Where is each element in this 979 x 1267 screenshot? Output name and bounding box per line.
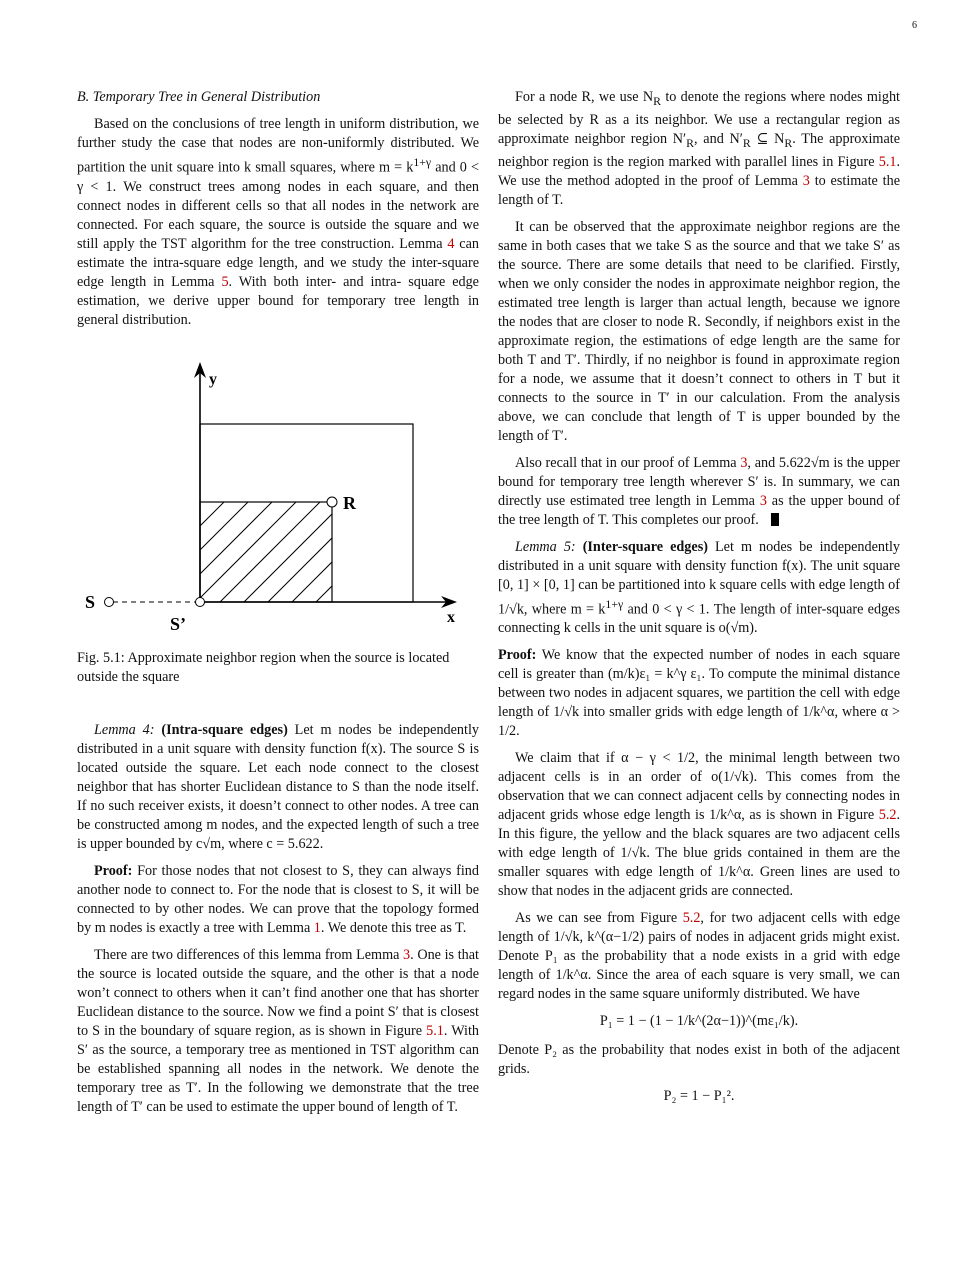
node-R: [327, 497, 337, 507]
neighbor-region-diagram: [77, 360, 479, 635]
observation-paragraph: It can be observed that the approximate neighbor regions are the same in both cases that we take S as the source and that we take S′ as the source. There are some details that need to be clarified. Firstly, when we only consider the nodes in approximate neighbor region, the estimated tree length is larger than actual length, because we ignore the nodes that are closer to node R. Secondly, if neighbors exist in the approximate region, the estimations of edge length are the same for both T and T′. Thirdly, if no neighbor is found in approximate region for a node, we assume that it doesn’t connect to others in T but it connects to the source in T′ in our calculation. From the analysis above, we can conclude that length of T is upper bounded by the length of T′.: [498, 218, 900, 444]
x-label: x: [447, 608, 455, 626]
lemma-5: Lemma 5: (Inter-square edges) Let m nodes be independently distributed in a unit square with density function f(x). The unit square [0, 1] × [0, 1] can be partitioned into k square cells with edge length of 1/√k, where $m = k^{1+\gamma}$ and 0 < γ < 1. The length of inter-square edges connecting k cells in the unit square is o(√m).: [498, 538, 900, 637]
qed-icon: [771, 513, 779, 526]
ref-lemma-5[interactable]: 5: [221, 273, 229, 290]
figure-5-1: [77, 360, 479, 635]
page-number: 6: [912, 20, 917, 31]
unit-square: [200, 424, 413, 602]
differences-paragraph: There are two differences of this lemma from Lemma 3. One is that the source is located outside the square, and the other is that a node won’t connect to others when it can’t find another one that has shorter Euclidean distance to the source. Now we find a point S′ that is closest to S in the boundary of square region, as is shown in Figure 5.1. With S′ as the source, a temporary tree as mentioned in TST algorithm can be established spanning all nodes in the network. We denote the temporary tree as T′. In the following we demonstrate that the tree length of T′ can be used to estimate the upper bound of length of T.: [77, 946, 480, 1115]
probability-paragraph: As we can see from Figure 5.2, for two adjacent cells with edge length of 1/√k, k^(α−1/2) pairs of nodes in adjacent grids might exist. Denote P₁ as the probability that a node exists in a grid with edge length of 1/k^α. Since the area of each square is very small, we can regard nodes in the same square uniformly distributed. We have: [498, 910, 901, 1003]
S-label: S: [85, 591, 96, 612]
approx-neighbor-region: [200, 502, 332, 602]
neighbor-region-paragraph: For a node R, we use $N_R$ to denote the regions where nodes might be selected by R as a its neighbor. We use a rectangular region as approximate neighbor region $N'_R$, and $N'_R$ ⊆ $N_R$. The approximate neighbor region is the region marked with parallel lines in Figure 5.1. We use the method adopted in the proof of Lemma 3 to estimate the length of T.: [498, 89, 901, 208]
ref-figure-5-1[interactable]: 5.1: [878, 153, 897, 170]
Sp-label: S’: [170, 613, 187, 634]
proof-lemma-4: Proof: For those nodes that not closest to S, they can always find another node to connect to. For the node that is closest to S, it will be connected to by other nodes. We can prove that the topology formed by m nodes is exactly a tree with Lemma 1. We denote this tree as T.: [77, 862, 479, 936]
right-column: [498, 88, 900, 1116]
proof-lemma-5: Proof: We know that the expected number of nodes in each square cell is greater than (m/k)ε₁ = k^γ ε₁. To compute the minimal distance between two nodes in adjacent squares, we partition the cell with edge length of 1/√k into smaller grids with edge length of 1/k^α, where α > 1/2.: [498, 647, 900, 740]
ref-lemma-3[interactable]: 3: [740, 454, 748, 471]
ref-figure-5-1[interactable]: 5.1: [426, 1022, 444, 1039]
y-label: y: [209, 370, 217, 388]
ref-figure-5-2[interactable]: 5.2: [878, 807, 897, 824]
intro-paragraph: Based on the conclusions of tree length in uniform distribution, we further study the case that nodes are non-uniformly distributed. We partition the unit square into k small squares, where $m = k^{1+\gamma}$ and 0 < γ < 1. We construct trees among nodes in each square, and then connect nodes in different cells so that all nodes in the network are connected. For each square, the source is outside the square and we still apply the TST algorithm for the tree construction. Lemma 4 can estimate the intra-square edge length, and we study the inter-square edge length in Lemma 5. With both inter- and intra- square edge estimation, we derive upper bound for temporary tree length in general distribution.: [77, 116, 479, 328]
source-node-S: [105, 597, 114, 606]
left-column: [77, 88, 479, 1125]
lemma-4: Lemma 4: (Intra-square edges) Let m nodes be independently distributed in a unit square with density function f(x). The source S is located outside the square. Let each node connect to the closest neighbor that has shorter Euclidean distance to S than the node itself. If no such receiver exists, it doesn’t connect to other nodes. A tree can be constructed among m nodes, and the expected length of such a tree is upper bounded by c√m, where c = 5.622.: [77, 721, 480, 852]
section-title: B. Temporary Tree in General Distribution: [77, 89, 321, 105]
boundary-node-Sp: [196, 597, 205, 606]
ref-lemma-4[interactable]: 4: [447, 235, 455, 252]
denote-paragraph: Denote P₂ as the probability that nodes exist in both of the adjacent grids.: [498, 1042, 900, 1078]
recall-paragraph: Also recall that in our proof of Lemma 3, and 5.622√m is the upper bound for temporary tree length wherever S′ is. In summary, we can directly use estimated tree length in Lemma 3 as the upper bound of the tree length of T. This completes our proof.: [498, 454, 901, 528]
ref-lemma-3[interactable]: 3: [802, 172, 810, 189]
ref-figure-5-2[interactable]: 5.2: [682, 910, 701, 927]
equation-p2: P₂ = 1 − P₁².: [663, 1088, 735, 1105]
equation-p1: P₁ = 1 − (1 − 1/k^(2α−1))^(mε₁/k).: [599, 1013, 799, 1030]
ref-lemma-1[interactable]: 1: [313, 919, 321, 936]
ref-lemma-3[interactable]: 3: [759, 492, 767, 509]
claim-paragraph: We claim that if α − γ < 1/2, the minimal length between two adjacent cells is in an order of o(1/√k). This comes from the observation that we can connect adjacent cells by connecting nodes in adjacent grids whose edge length is 1/k^α, as is shown in Figure 5.2. In this figure, the yellow and the black squares are two adjacent cells with edge length of 1/√k. The blue grids contained in them are the smaller squares with edge length of 1/k^α. Green lines are used to show that nodes in the adjacent grids are connected.: [498, 750, 900, 900]
R-label: R: [343, 492, 356, 513]
figure-caption: Fig. 5.1: Approximate neighbor region when the source is located outside the square: [77, 649, 450, 685]
ref-lemma-3[interactable]: 3: [403, 946, 411, 963]
